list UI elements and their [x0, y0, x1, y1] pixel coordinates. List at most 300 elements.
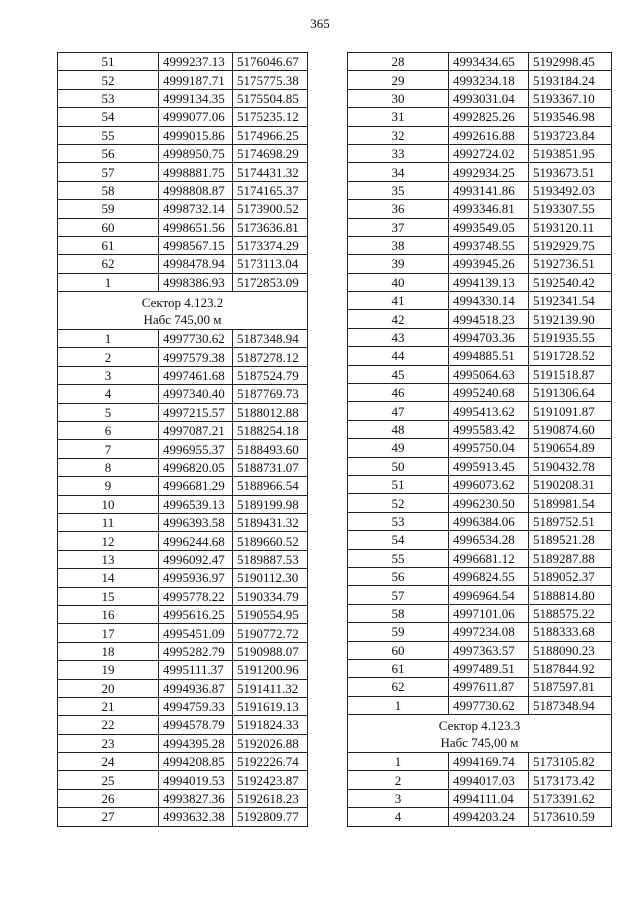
x-coordinate-cell: 4998881.75	[159, 163, 233, 181]
table-row	[348, 696, 612, 714]
x-coordinate-cell: 4997611.87	[449, 678, 529, 696]
point-number-cell: 61	[58, 236, 159, 254]
x-coordinate-cell: 4996230.50	[449, 494, 529, 512]
y-coordinate-cell: 5190874.60	[529, 420, 612, 438]
x-coordinate-cell: 4997461.68	[159, 366, 233, 384]
point-number-cell: 21	[58, 697, 159, 715]
y-coordinate-cell: 5192139.90	[529, 310, 612, 328]
point-number-cell: 36	[348, 200, 449, 218]
table-row	[58, 808, 308, 826]
point-number-cell: 29	[348, 71, 449, 89]
x-coordinate-cell: 4999134.35	[159, 89, 233, 107]
table-row	[348, 181, 612, 199]
x-coordinate-cell: 4997340.40	[159, 385, 233, 403]
point-number-cell: 45	[348, 365, 449, 383]
point-number-cell: 46	[348, 384, 449, 402]
x-coordinate-cell: 4998478.94	[159, 255, 233, 273]
y-coordinate-cell: 5175504.85	[233, 89, 308, 107]
point-number-cell: 40	[348, 273, 449, 291]
y-coordinate-cell: 5193184.24	[529, 71, 612, 89]
y-coordinate-cell: 5188731.07	[233, 458, 308, 476]
table-row	[58, 569, 308, 587]
x-coordinate-cell: 4995111.37	[159, 661, 233, 679]
point-number-cell: 11	[58, 513, 159, 531]
y-coordinate-cell: 5187348.94	[233, 330, 308, 348]
y-coordinate-cell: 5174165.37	[233, 181, 308, 199]
table-row	[348, 328, 612, 346]
point-number-cell: 9	[58, 477, 159, 495]
x-coordinate-cell: 4998567.15	[159, 236, 233, 254]
point-number-cell: 59	[348, 623, 449, 641]
point-number-cell: 18	[58, 642, 159, 660]
y-coordinate-cell: 5189981.54	[529, 494, 612, 512]
table-row	[348, 659, 612, 677]
y-coordinate-cell: 5192929.75	[529, 236, 612, 254]
y-coordinate-cell: 5187524.79	[233, 366, 308, 384]
table-row	[348, 753, 612, 771]
point-number-cell: 3	[58, 366, 159, 384]
point-number-cell: 51	[348, 475, 449, 493]
table-row	[58, 789, 308, 807]
x-coordinate-cell: 4997363.57	[449, 641, 529, 659]
y-coordinate-cell: 5190208.31	[529, 475, 612, 493]
table-row	[348, 439, 612, 457]
y-coordinate-cell: 5188254.18	[233, 422, 308, 440]
table-row	[348, 531, 612, 549]
table-row	[348, 512, 612, 530]
table-row	[348, 420, 612, 438]
point-number-cell: 52	[58, 71, 159, 89]
x-coordinate-cell: 4995750.04	[449, 439, 529, 457]
x-coordinate-cell: 4992934.25	[449, 163, 529, 181]
x-coordinate-cell: 4997234.08	[449, 623, 529, 641]
x-coordinate-cell: 4997730.62	[449, 696, 529, 714]
point-number-cell: 15	[58, 587, 159, 605]
table-row	[58, 440, 308, 458]
x-coordinate-cell: 4994936.87	[159, 679, 233, 697]
point-number-cell: 2	[58, 348, 159, 366]
y-coordinate-cell: 5173900.52	[233, 200, 308, 218]
x-coordinate-cell: 4996964.54	[449, 586, 529, 604]
y-coordinate-cell: 5176046.67	[233, 53, 308, 71]
point-number-cell: 57	[348, 586, 449, 604]
x-coordinate-cell: 4993141.86	[449, 181, 529, 199]
table-row	[348, 549, 612, 567]
sector-nabs: Набс 745,00 м	[143, 311, 222, 327]
y-coordinate-cell: 5191518.87	[529, 365, 612, 383]
point-number-cell: 54	[58, 108, 159, 126]
table-row	[348, 457, 612, 475]
table-row	[348, 789, 612, 807]
table-row	[348, 808, 612, 826]
y-coordinate-cell: 5189660.52	[233, 532, 308, 550]
x-coordinate-cell: 4994759.33	[159, 697, 233, 715]
x-coordinate-cell: 4993632.38	[159, 808, 233, 826]
y-coordinate-cell: 5188814.80	[529, 586, 612, 604]
sector-header-row	[348, 715, 612, 753]
x-coordinate-cell: 4994330.14	[449, 292, 529, 310]
x-coordinate-cell: 4994169.74	[449, 753, 529, 771]
x-coordinate-cell: 4994578.79	[159, 716, 233, 734]
x-coordinate-cell: 4998808.87	[159, 181, 233, 199]
point-number-cell: 2	[348, 771, 449, 789]
point-number-cell: 14	[58, 569, 159, 587]
table-row	[58, 550, 308, 568]
y-coordinate-cell: 5192026.88	[233, 734, 308, 752]
x-coordinate-cell: 4999015.86	[159, 126, 233, 144]
table-row	[58, 624, 308, 642]
table-row	[58, 477, 308, 495]
point-number-cell: 59	[58, 200, 159, 218]
y-coordinate-cell: 5193492.03	[529, 181, 612, 199]
sector-header	[348, 715, 612, 753]
table-row	[58, 495, 308, 513]
x-coordinate-cell: 4996534.28	[449, 531, 529, 549]
point-number-cell: 58	[58, 181, 159, 199]
point-number-cell: 34	[348, 163, 449, 181]
y-coordinate-cell: 5187769.73	[233, 385, 308, 403]
table-row	[348, 71, 612, 89]
point-number-cell: 37	[348, 218, 449, 236]
x-coordinate-cell: 4995936.97	[159, 569, 233, 587]
y-coordinate-cell: 5174698.29	[233, 144, 308, 162]
point-number-cell: 48	[348, 420, 449, 438]
y-coordinate-cell: 5173374.29	[233, 236, 308, 254]
table-row	[348, 402, 612, 420]
table-row	[58, 771, 308, 789]
point-number-cell: 41	[348, 292, 449, 310]
x-coordinate-cell: 4993434.65	[449, 53, 529, 71]
x-coordinate-cell: 4999187.71	[159, 71, 233, 89]
point-number-cell: 17	[58, 624, 159, 642]
table-row	[348, 586, 612, 604]
point-number-cell: 30	[348, 89, 449, 107]
table-row	[348, 126, 612, 144]
point-number-cell: 31	[348, 108, 449, 126]
table-row	[348, 273, 612, 291]
x-coordinate-cell: 4999237.13	[159, 53, 233, 71]
point-number-cell: 27	[58, 808, 159, 826]
page-number: 365	[310, 16, 330, 31]
y-coordinate-cell: 5173173.42	[529, 771, 612, 789]
table-row	[348, 89, 612, 107]
point-number-cell: 26	[58, 789, 159, 807]
x-coordinate-cell: 4996073.62	[449, 475, 529, 493]
table-row	[58, 458, 308, 476]
x-coordinate-cell: 4994703.36	[449, 328, 529, 346]
point-number-cell: 1	[348, 753, 449, 771]
table-row	[58, 108, 308, 126]
table-row	[348, 108, 612, 126]
y-coordinate-cell: 5187597.81	[529, 678, 612, 696]
x-coordinate-cell: 4994395.28	[159, 734, 233, 752]
point-number-cell: 33	[348, 144, 449, 162]
point-number-cell: 44	[348, 347, 449, 365]
y-coordinate-cell: 5188333.68	[529, 623, 612, 641]
point-number-cell: 1	[58, 330, 159, 348]
point-number-cell: 19	[58, 661, 159, 679]
point-number-cell: 47	[348, 402, 449, 420]
x-coordinate-cell: 4993945.26	[449, 255, 529, 273]
y-coordinate-cell: 5190988.07	[233, 642, 308, 660]
table-row	[58, 273, 308, 291]
x-coordinate-cell: 4995616.25	[159, 605, 233, 623]
y-coordinate-cell: 5188575.22	[529, 604, 612, 622]
y-coordinate-cell: 5189752.51	[529, 512, 612, 530]
sector-header	[58, 292, 308, 330]
sector-title: Сектор 4.123.2	[141, 294, 224, 310]
x-coordinate-cell: 4996244.68	[159, 532, 233, 550]
x-coordinate-cell: 4993234.18	[449, 71, 529, 89]
point-number-cell: 1	[58, 273, 159, 291]
x-coordinate-cell: 4993549.05	[449, 218, 529, 236]
table-row	[58, 734, 308, 752]
sector-header-row	[58, 292, 308, 330]
x-coordinate-cell: 4996539.13	[159, 495, 233, 513]
y-coordinate-cell: 5174431.32	[233, 163, 308, 181]
point-number-cell: 53	[348, 512, 449, 530]
y-coordinate-cell: 5173610.59	[529, 808, 612, 826]
point-number-cell: 1	[348, 696, 449, 714]
y-coordinate-cell: 5188966.54	[233, 477, 308, 495]
y-coordinate-cell: 5192540.42	[529, 273, 612, 291]
y-coordinate-cell: 5192998.45	[529, 53, 612, 71]
x-coordinate-cell: 4994885.51	[449, 347, 529, 365]
y-coordinate-cell: 5193367.10	[529, 89, 612, 107]
y-coordinate-cell: 5173113.04	[233, 255, 308, 273]
point-number-cell: 61	[348, 659, 449, 677]
table-row	[58, 661, 308, 679]
table-row	[348, 623, 612, 641]
y-coordinate-cell: 5187844.92	[529, 659, 612, 677]
point-number-cell: 28	[348, 53, 449, 71]
y-coordinate-cell: 5191411.32	[233, 679, 308, 697]
table-row	[348, 604, 612, 622]
y-coordinate-cell: 5189052.37	[529, 567, 612, 585]
y-coordinate-cell: 5173105.82	[529, 753, 612, 771]
table-row	[348, 163, 612, 181]
y-coordinate-cell: 5175775.38	[233, 71, 308, 89]
y-coordinate-cell: 5189521.28	[529, 531, 612, 549]
y-coordinate-cell: 5174966.25	[233, 126, 308, 144]
table-row	[58, 679, 308, 697]
point-number-cell: 39	[348, 255, 449, 273]
x-coordinate-cell: 4996393.58	[159, 513, 233, 531]
y-coordinate-cell: 5189287.88	[529, 549, 612, 567]
y-coordinate-cell: 5191091.87	[529, 402, 612, 420]
table-row	[348, 494, 612, 512]
table-row	[58, 126, 308, 144]
point-number-cell: 49	[348, 439, 449, 457]
y-coordinate-cell: 5188090.23	[529, 641, 612, 659]
y-coordinate-cell: 5173391.62	[529, 789, 612, 807]
y-coordinate-cell: 5192341.54	[529, 292, 612, 310]
y-coordinate-cell: 5193120.11	[529, 218, 612, 236]
point-number-cell: 12	[58, 532, 159, 550]
x-coordinate-cell: 4997087.21	[159, 422, 233, 440]
point-number-cell: 5	[58, 403, 159, 421]
table-row	[58, 753, 308, 771]
x-coordinate-cell: 4994017.03	[449, 771, 529, 789]
y-coordinate-cell: 5191306.64	[529, 384, 612, 402]
y-coordinate-cell: 5172853.09	[233, 273, 308, 291]
point-number-cell: 54	[348, 531, 449, 549]
y-coordinate-cell: 5192618.23	[233, 789, 308, 807]
point-number-cell: 20	[58, 679, 159, 697]
y-coordinate-cell: 5188012.88	[233, 403, 308, 421]
point-number-cell: 52	[348, 494, 449, 512]
table-row	[348, 347, 612, 365]
table-row	[58, 144, 308, 162]
x-coordinate-cell: 4997101.06	[449, 604, 529, 622]
x-coordinate-cell: 4992616.88	[449, 126, 529, 144]
x-coordinate-cell: 4999077.06	[159, 108, 233, 126]
x-coordinate-cell: 4995778.22	[159, 587, 233, 605]
x-coordinate-cell: 4996824.55	[449, 567, 529, 585]
y-coordinate-cell: 5187348.94	[529, 696, 612, 714]
x-coordinate-cell: 4998651.56	[159, 218, 233, 236]
table-row	[58, 532, 308, 550]
x-coordinate-cell: 4993346.81	[449, 200, 529, 218]
y-coordinate-cell: 5192736.51	[529, 255, 612, 273]
table-row	[58, 366, 308, 384]
point-number-cell: 53	[58, 89, 159, 107]
table-row	[348, 53, 612, 71]
x-coordinate-cell: 4995583.42	[449, 420, 529, 438]
table-row	[348, 200, 612, 218]
table-row	[348, 310, 612, 328]
sector-title: Сектор 4.123.3	[438, 717, 521, 733]
table-row	[58, 605, 308, 623]
y-coordinate-cell: 5191619.13	[233, 697, 308, 715]
table-row	[58, 642, 308, 660]
point-number-cell: 35	[348, 181, 449, 199]
table-row	[348, 292, 612, 310]
sector-nabs: Набс 745,00 м	[440, 734, 519, 750]
point-number-cell: 56	[58, 144, 159, 162]
point-number-cell: 38	[348, 236, 449, 254]
point-number-cell: 55	[58, 126, 159, 144]
point-number-cell: 56	[348, 567, 449, 585]
x-coordinate-cell: 4995451.09	[159, 624, 233, 642]
table-row	[348, 475, 612, 493]
table-row	[348, 218, 612, 236]
y-coordinate-cell: 5191200.96	[233, 661, 308, 679]
point-number-cell: 7	[58, 440, 159, 458]
y-coordinate-cell: 5192423.87	[233, 771, 308, 789]
x-coordinate-cell: 4995282.79	[159, 642, 233, 660]
x-coordinate-cell: 4998732.14	[159, 200, 233, 218]
table-row	[58, 385, 308, 403]
x-coordinate-cell: 4995413.62	[449, 402, 529, 420]
table-row	[58, 236, 308, 254]
y-coordinate-cell: 5187278.12	[233, 348, 308, 366]
x-coordinate-cell: 4994203.24	[449, 808, 529, 826]
point-number-cell: 42	[348, 310, 449, 328]
x-coordinate-cell: 4997215.57	[159, 403, 233, 421]
table-row	[58, 255, 308, 273]
y-coordinate-cell: 5193307.55	[529, 200, 612, 218]
x-coordinate-cell: 4995064.63	[449, 365, 529, 383]
point-number-cell: 13	[58, 550, 159, 568]
y-coordinate-cell: 5193673.51	[529, 163, 612, 181]
point-number-cell: 10	[58, 495, 159, 513]
point-number-cell: 43	[348, 328, 449, 346]
x-coordinate-cell: 4992825.26	[449, 108, 529, 126]
point-number-cell: 22	[58, 716, 159, 734]
table-row	[58, 697, 308, 715]
table-row	[348, 678, 612, 696]
y-coordinate-cell: 5190432.78	[529, 457, 612, 475]
table-row	[348, 384, 612, 402]
y-coordinate-cell: 5189199.98	[233, 495, 308, 513]
y-coordinate-cell: 5188493.60	[233, 440, 308, 458]
point-number-cell: 60	[58, 218, 159, 236]
x-coordinate-cell: 4997579.38	[159, 348, 233, 366]
x-coordinate-cell: 4994111.04	[449, 789, 529, 807]
y-coordinate-cell: 5190772.72	[233, 624, 308, 642]
table-row	[58, 587, 308, 605]
point-number-cell: 23	[58, 734, 159, 752]
y-coordinate-cell: 5191728.52	[529, 347, 612, 365]
x-coordinate-cell: 4994208.85	[159, 753, 233, 771]
point-number-cell: 58	[348, 604, 449, 622]
y-coordinate-cell: 5189431.32	[233, 513, 308, 531]
table-row	[348, 144, 612, 162]
point-number-cell: 24	[58, 753, 159, 771]
point-number-cell: 4	[58, 385, 159, 403]
point-number-cell: 6	[58, 422, 159, 440]
x-coordinate-cell: 4993748.55	[449, 236, 529, 254]
x-coordinate-cell: 4995240.68	[449, 384, 529, 402]
table-row	[58, 218, 308, 236]
table-row	[58, 181, 308, 199]
y-coordinate-cell: 5193851.95	[529, 144, 612, 162]
table-row	[58, 422, 308, 440]
x-coordinate-cell: 4996820.05	[159, 458, 233, 476]
y-coordinate-cell: 5191824.33	[233, 716, 308, 734]
table-row	[58, 163, 308, 181]
x-coordinate-cell: 4993827.36	[159, 789, 233, 807]
y-coordinate-cell: 5190112.30	[233, 569, 308, 587]
x-coordinate-cell: 4996681.12	[449, 549, 529, 567]
y-coordinate-cell: 5173636.81	[233, 218, 308, 236]
x-coordinate-cell: 4993031.04	[449, 89, 529, 107]
y-coordinate-cell: 5193546.98	[529, 108, 612, 126]
y-coordinate-cell: 5192226.74	[233, 753, 308, 771]
point-number-cell: 51	[58, 53, 159, 71]
y-coordinate-cell: 5190554.95	[233, 605, 308, 623]
x-coordinate-cell: 4992724.02	[449, 144, 529, 162]
point-number-cell: 55	[348, 549, 449, 567]
point-number-cell: 16	[58, 605, 159, 623]
table-row	[58, 513, 308, 531]
table-row	[58, 53, 308, 71]
table-row	[58, 403, 308, 421]
point-number-cell: 32	[348, 126, 449, 144]
x-coordinate-cell: 4997730.62	[159, 330, 233, 348]
x-coordinate-cell: 4996955.37	[159, 440, 233, 458]
y-coordinate-cell: 5190654.89	[529, 439, 612, 457]
coordinates-table-right	[347, 52, 612, 827]
point-number-cell: 25	[58, 771, 159, 789]
table-row	[58, 330, 308, 348]
table-row	[58, 716, 308, 734]
table-row	[348, 771, 612, 789]
x-coordinate-cell: 4996681.29	[159, 477, 233, 495]
x-coordinate-cell: 4998386.93	[159, 273, 233, 291]
table-row	[348, 641, 612, 659]
